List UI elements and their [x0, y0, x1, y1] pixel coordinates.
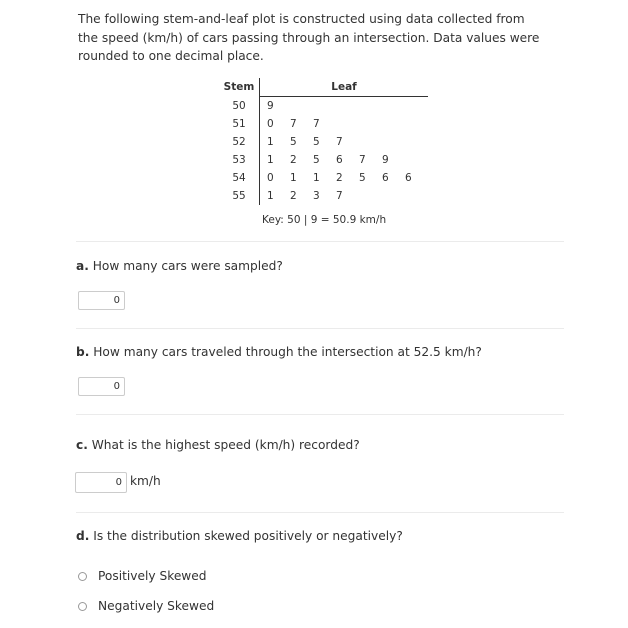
leaf: 3: [313, 190, 320, 202]
leaf: 1: [313, 172, 320, 184]
plot-row: [219, 169, 428, 187]
plot-row: [219, 115, 428, 133]
question-d-letter: d.: [76, 529, 90, 543]
leaf: 1: [267, 136, 274, 148]
leaf: 5: [313, 136, 320, 148]
stem-and-leaf-plot: [219, 78, 428, 205]
leaf: 7: [336, 136, 343, 148]
leaf: 6: [336, 154, 343, 166]
leaf: 7: [290, 118, 297, 130]
plot-row: [219, 151, 428, 169]
leaf: 1: [267, 154, 274, 166]
leaf: 5: [290, 136, 297, 148]
leaf-values: [260, 97, 429, 116]
leaf: 1: [290, 172, 297, 184]
radio-button[interactable]: [78, 602, 87, 611]
leaf: 5: [359, 172, 366, 184]
leaf: 6: [405, 172, 412, 184]
plot-row: [219, 97, 428, 116]
leaf: 1: [267, 190, 274, 202]
question-b: [76, 345, 482, 359]
problem-intro: The following stem-and-leaf plot is constructed using data collected from the speed (km/h) of cars passing through an intersection. Data values were rounded to one decimal place.: [78, 12, 540, 63]
leaf: 0: [267, 172, 274, 184]
leaf-header: Leaf: [260, 78, 429, 97]
leaf: 6: [382, 172, 389, 184]
question-a-text: How many cars were sampled?: [92, 259, 283, 273]
stem-value: 50: [232, 99, 246, 112]
question-c: [76, 438, 360, 452]
question-b-text: How many cars traveled through the intersection at 52.5 km/h?: [93, 345, 482, 359]
plot-row: [219, 187, 428, 205]
radio-button[interactable]: [78, 572, 87, 581]
leaf-values: [260, 115, 429, 133]
leaf-values: [260, 151, 429, 169]
option-label: Negatively Skewed: [98, 599, 215, 613]
leaf: 7: [336, 190, 343, 202]
stem-value: 55: [232, 190, 246, 202]
leaf: 0: [267, 118, 274, 130]
stem-value: 53: [232, 154, 246, 166]
divider: [76, 241, 564, 242]
answer-c-input[interactable]: 0: [75, 472, 127, 493]
answer-c-unit: km/h: [130, 474, 161, 488]
leaf: 2: [290, 190, 297, 202]
stem-header: Stem: [223, 81, 255, 94]
divider: [76, 414, 564, 415]
leaf-values: [260, 187, 429, 205]
divider: [76, 512, 564, 513]
leaf: 2: [336, 172, 343, 184]
question-b-letter: b.: [76, 345, 90, 359]
stem-value: 51: [232, 118, 246, 130]
plot-key: Key: 50 | 9 = 50.9 km/h: [262, 214, 387, 226]
leaf: 7: [359, 154, 366, 166]
leaf: 2: [290, 154, 297, 166]
question-c-text: What is the highest speed (km/h) recorded?: [91, 438, 360, 452]
question-a-letter: a.: [76, 259, 89, 273]
question-d-text: Is the distribution skewed positively or negatively?: [93, 529, 403, 543]
plot-row: [219, 133, 428, 151]
leaf: 9: [382, 154, 389, 166]
stem-value: 52: [232, 136, 246, 148]
question-a: [76, 259, 283, 273]
leaf: 5: [313, 154, 320, 166]
option-negatively-skewed[interactable]: [78, 599, 214, 613]
answer-a-input[interactable]: 0: [78, 291, 125, 310]
stem-value: 54: [232, 172, 246, 184]
question-c-letter: c.: [76, 438, 88, 452]
leaf-values: [260, 133, 429, 151]
leaf-values: [260, 169, 429, 187]
option-label: Positively Skewed: [98, 569, 207, 583]
question-d: [76, 529, 403, 543]
leaf: 9: [267, 100, 274, 112]
leaf: 7: [313, 118, 320, 130]
answer-b-input[interactable]: 0: [78, 377, 125, 396]
option-positively-skewed[interactable]: [78, 569, 207, 583]
divider: [76, 328, 564, 329]
